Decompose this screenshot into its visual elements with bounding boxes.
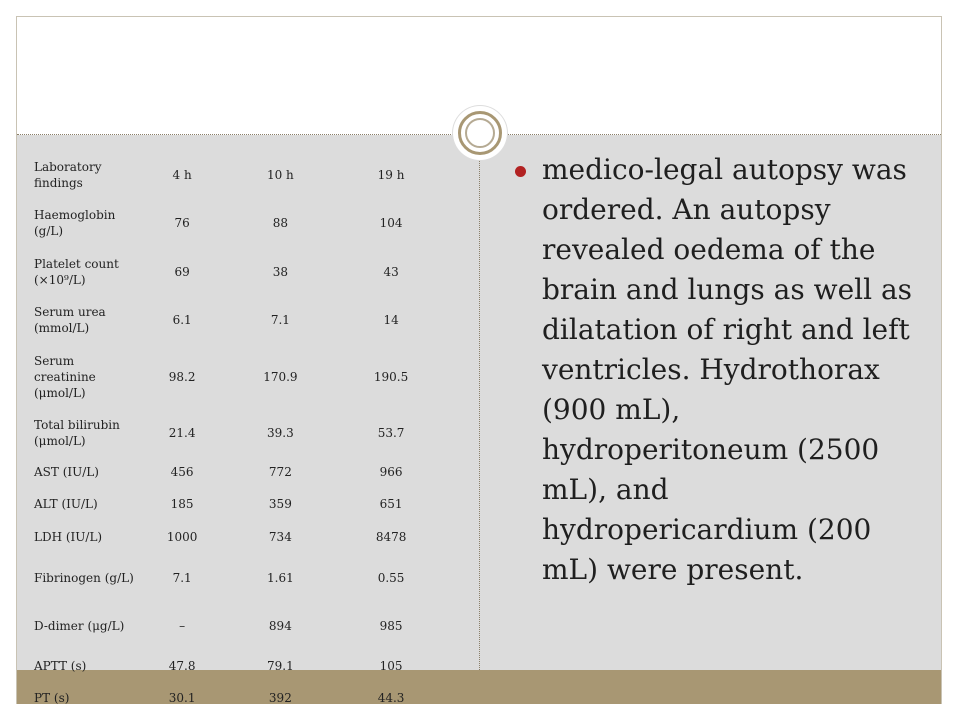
table-cell: 185 — [170, 497, 194, 511]
table-cell: 1000 — [166, 530, 198, 544]
table-cell: 7.1 — [270, 313, 290, 327]
table-row — [28, 296, 448, 344]
table-row-label: AST (IU/L) — [34, 465, 99, 479]
table-cell: 14 — [383, 313, 399, 327]
table-row — [28, 488, 448, 520]
table-row — [28, 456, 448, 488]
table-cell: 359 — [268, 497, 292, 511]
table-cell: 651 — [379, 497, 403, 511]
table-cell: 985 — [379, 619, 403, 633]
table-cell: 456 — [170, 465, 194, 479]
table-cell: 30.1 — [168, 691, 196, 705]
table-cell: 8478 — [375, 530, 407, 544]
table-row-label: Serum creatinine (μmol/L) — [34, 354, 96, 400]
table-cell: 966 — [379, 465, 403, 479]
table-row-label: LDH (IU/L) — [34, 530, 103, 544]
table-cell: 47.8 — [168, 659, 196, 673]
table-cell: 43 — [383, 265, 399, 279]
table-cell: 98.2 — [168, 370, 196, 384]
table-row — [28, 682, 448, 714]
table-row-label: Total bilirubin (μmol/L) — [34, 418, 120, 448]
decorative-circle-inner — [465, 118, 495, 148]
table-cell: 734 — [268, 530, 292, 544]
table-row — [28, 198, 448, 248]
table-cell: 772 — [268, 465, 292, 479]
column-divider — [479, 145, 480, 670]
table-cell: 6.1 — [172, 313, 192, 327]
table-row — [28, 344, 448, 410]
table-row-label: Fibrinogen (g/L) — [34, 571, 134, 585]
lab-findings-table — [28, 152, 448, 714]
table-cell: 79.1 — [267, 659, 294, 673]
table-row-label: PT (s) — [34, 691, 70, 705]
table-cell: 44.3 — [377, 691, 405, 705]
table-row-label: APTT (s) — [34, 659, 87, 673]
table-cell: 69 — [174, 265, 190, 279]
table-cell: 7.1 — [172, 571, 192, 585]
table-row-label: ALT (IU/L) — [34, 497, 98, 511]
table-cell: – — [179, 619, 186, 633]
table-header-cell: 4 h — [172, 168, 192, 182]
table-cell: 76 — [174, 216, 190, 230]
table-row-label: Serum urea (mmol/L) — [34, 305, 106, 335]
table-row — [28, 520, 448, 554]
table-header-cell: 10 h — [266, 168, 294, 182]
table-row-label: D-dimer (μg/L) — [34, 619, 125, 633]
table-row — [28, 248, 448, 296]
bullet-paragraph: medico-legal autopsy was ordered. An autopsy revealed oedema of the brain and lungs as well as dilatation of right and left ventricles. Hydrothorax (900 mL), hydroperitoneum (2500 mL), and hydropericardium (200 mL) were present. — [542, 153, 913, 586]
table-row-label: Platelet count (×10⁹/L) — [34, 257, 119, 287]
table-cell: 88 — [272, 216, 289, 230]
table-cell: 1.61 — [267, 571, 294, 585]
table-row — [28, 410, 448, 456]
table-cell: 21.4 — [168, 426, 196, 440]
table-cell: 53.7 — [377, 426, 405, 440]
table-cell: 170.9 — [263, 370, 298, 384]
table-header-row — [28, 152, 448, 198]
table-row — [28, 650, 448, 682]
table-row-label: Haemoglobin (g/L) — [34, 208, 116, 238]
table-row — [28, 554, 448, 602]
table-header-cell: 19 h — [377, 168, 405, 182]
table-header-cell: Laboratory findings — [34, 160, 102, 190]
table-cell: 190.5 — [373, 370, 409, 384]
table-cell: 39.3 — [267, 426, 294, 440]
table-cell: 894 — [268, 619, 292, 633]
table-cell: 105 — [379, 659, 403, 673]
table-cell: 38 — [272, 265, 289, 279]
table-row — [28, 602, 448, 650]
table-cell: 0.55 — [377, 571, 405, 585]
table-cell: 104 — [379, 216, 403, 230]
table-cell: 392 — [268, 691, 292, 705]
